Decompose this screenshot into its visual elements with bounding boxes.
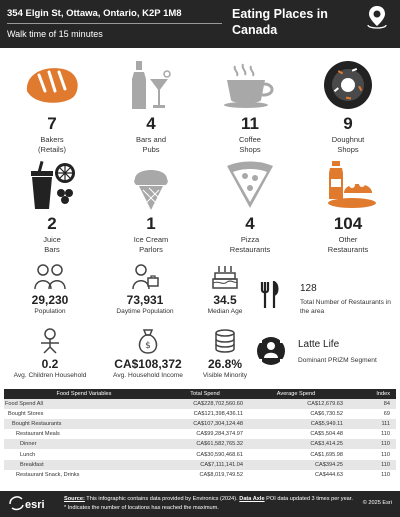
category-pizza: [200, 158, 300, 254]
table-row: [4, 439, 396, 449]
people-icon: [10, 264, 90, 290]
fork-knife-icon: [260, 281, 280, 309]
category-juice-bars: [2, 158, 102, 254]
bakers-count: 7: [47, 114, 57, 133]
row-total: CA$107,304,124.48: [193, 421, 243, 428]
food-spend-table: [4, 389, 396, 480]
row-average: CA$444.63: [315, 471, 343, 478]
bakers-label: Bakers (Retails): [38, 135, 66, 154]
footer-bar: [0, 491, 400, 517]
other-restaurants-label: Other Restaurants: [327, 235, 369, 254]
footer-source: [64, 496, 353, 502]
population-value: 29,230: [31, 293, 69, 307]
column-header-average-spend: Average Spend: [276, 391, 316, 397]
row-index: 110: [381, 441, 390, 448]
esri-logo: [8, 495, 56, 513]
doughnut-count: 9: [343, 114, 353, 133]
row-name: Bought Stores: [8, 411, 44, 418]
walk-time-text: Walk time of 15 minutes: [7, 29, 103, 39]
population-label: Population: [34, 308, 66, 315]
bars-label: Bars and Pubs: [135, 135, 167, 154]
avg-children-label: Avg. Children Household: [13, 372, 87, 379]
column-header-index: Index: [376, 391, 390, 397]
table-row: [4, 399, 396, 409]
infographic-title: Eating Places in Canada: [232, 7, 328, 37]
pizza-label: Pizza Restaurants: [229, 235, 271, 254]
avg-income-value: CA$108,372: [114, 357, 182, 371]
median-age-value: 34.5: [213, 293, 237, 307]
juice-icon: [2, 158, 102, 212]
row-name: Breakfast: [20, 461, 44, 468]
row-name: Dinner: [20, 441, 37, 448]
header-bar: [0, 0, 400, 48]
row-average: CA$5,504.48: [310, 431, 343, 438]
data-axle-link[interactable]: Data Axle: [239, 496, 265, 502]
money-bag-icon: [98, 328, 198, 354]
source-text: This infographic contains data provided by Environics (2024).: [86, 496, 238, 502]
ice-cream-icon: [101, 158, 201, 212]
column-header-total-spend: Total Spend: [190, 391, 220, 397]
other-restaurants-count: 104: [333, 214, 363, 233]
row-total: CA$61,582,765.32: [196, 441, 243, 448]
row-index: 110: [381, 471, 390, 478]
stat-avg-children: [4, 328, 96, 380]
category-doughnut-shops: [298, 58, 398, 154]
row-average: CA$12,679.63: [307, 401, 343, 408]
stat-population: [10, 264, 90, 316]
table-row: [4, 429, 396, 439]
birthday-cake-icon: [190, 264, 260, 290]
row-index: 110: [381, 451, 390, 458]
row-total: CA$228,702,560.60: [193, 401, 243, 408]
row-index: 110: [381, 461, 390, 468]
juice-label: Juice Bars: [43, 235, 61, 254]
ice-cream-label: Ice Cream Parlors: [133, 235, 169, 254]
header-divider: [7, 23, 222, 24]
avg-children-value: 0.2: [41, 357, 59, 371]
category-bars-pubs: [101, 58, 201, 154]
category-other-restaurants: [298, 158, 398, 254]
ice-cream-count: 1: [146, 214, 156, 233]
prizm-segment-label: Dominant PRIZM Segment: [298, 357, 377, 364]
visible-minority-value: 26.8%: [207, 357, 243, 371]
row-name: Food Spend All: [5, 401, 43, 408]
restaurant-icon: [298, 158, 398, 212]
prizm-segment-value: Latte Life: [298, 339, 340, 350]
doughnut-label: Doughnut Shops: [331, 135, 365, 154]
table-row: [4, 460, 396, 470]
pizza-count: 4: [245, 214, 255, 233]
coffee-count: 11: [241, 114, 259, 133]
table-row: [4, 409, 396, 419]
row-average: CA$1,695.98: [310, 451, 343, 458]
source-label: Source:: [64, 496, 85, 502]
bread-icon: [2, 58, 102, 112]
row-index: 69: [383, 411, 390, 418]
row-name: Restaurant Snack, Drinks: [16, 471, 80, 478]
row-total: CA$7,111,141.04: [200, 461, 243, 468]
stat-daytime-population: [100, 264, 190, 316]
juice-count: 2: [47, 214, 57, 233]
pizza-icon: [200, 158, 300, 212]
table-header-row: [4, 389, 396, 399]
table-row: [4, 419, 396, 429]
location-pin-icon: [362, 3, 392, 33]
row-total: CA$121,398,436.11: [193, 411, 243, 418]
stat-visible-minority: [190, 328, 260, 380]
category-bakers: [2, 58, 102, 154]
bottle-glass-icon: [101, 58, 201, 112]
category-ice-cream: [101, 158, 201, 254]
bars-count: 4: [146, 114, 156, 133]
address-text: 354 Elgin St, Ottawa, Ontario, K2P 1M8: [7, 8, 182, 19]
row-name: Bought Restaurants: [12, 421, 62, 428]
prizm-segment-icon: [256, 336, 286, 366]
avg-income-label: Avg. Household Income: [113, 372, 183, 379]
daytime-population-value: 73,931: [126, 293, 164, 307]
restaurant-total-label: Total Number of Restaurants in the area: [300, 299, 391, 315]
column-header-variables: Food Spend Variables: [56, 391, 112, 397]
row-total: CA$8,019,749.52: [199, 471, 243, 478]
row-total: CA$30,590,468.61: [196, 451, 243, 458]
table-row: [4, 470, 396, 480]
coins-icon: [190, 328, 260, 354]
row-average: CA$6,730.52: [310, 411, 343, 418]
restaurant-total-value: 128: [300, 283, 317, 294]
stat-median-age: [190, 264, 260, 316]
row-index: 84: [383, 401, 390, 408]
visible-minority-label: Visible Minority: [202, 372, 248, 379]
row-index: 110: [381, 431, 390, 438]
coffee-label: Coffee Shops: [239, 135, 261, 154]
coffee-cup-icon: [200, 58, 300, 112]
category-coffee-shops: [200, 58, 300, 154]
svg-text:$: $: [145, 341, 151, 351]
row-index: 111: [381, 421, 390, 428]
svg-text:esri: esri: [25, 499, 45, 511]
row-name: Restaurant Meals: [16, 431, 60, 438]
footer-note: * Indicates the number of locations has reached the maximum.: [64, 505, 219, 511]
row-total: CA$99,284,374.97: [196, 431, 243, 438]
stat-avg-income: [98, 328, 198, 380]
median-age-label: Median Age: [207, 308, 243, 315]
worker-icon: [100, 264, 190, 290]
data-axle-text: POI data updated 3 times per year.: [266, 496, 353, 502]
child-icon: [4, 328, 96, 354]
row-average: CA$5,949.11: [310, 421, 343, 428]
doughnut-icon: [298, 58, 398, 112]
row-average: CA$3,414.25: [310, 441, 343, 448]
row-name: Lunch: [20, 451, 36, 458]
daytime-population-label: Daytime Population: [116, 308, 174, 315]
table-row: [4, 449, 396, 459]
row-average: CA$394.25: [315, 461, 343, 468]
copyright: © 2025 Esri: [362, 500, 392, 506]
